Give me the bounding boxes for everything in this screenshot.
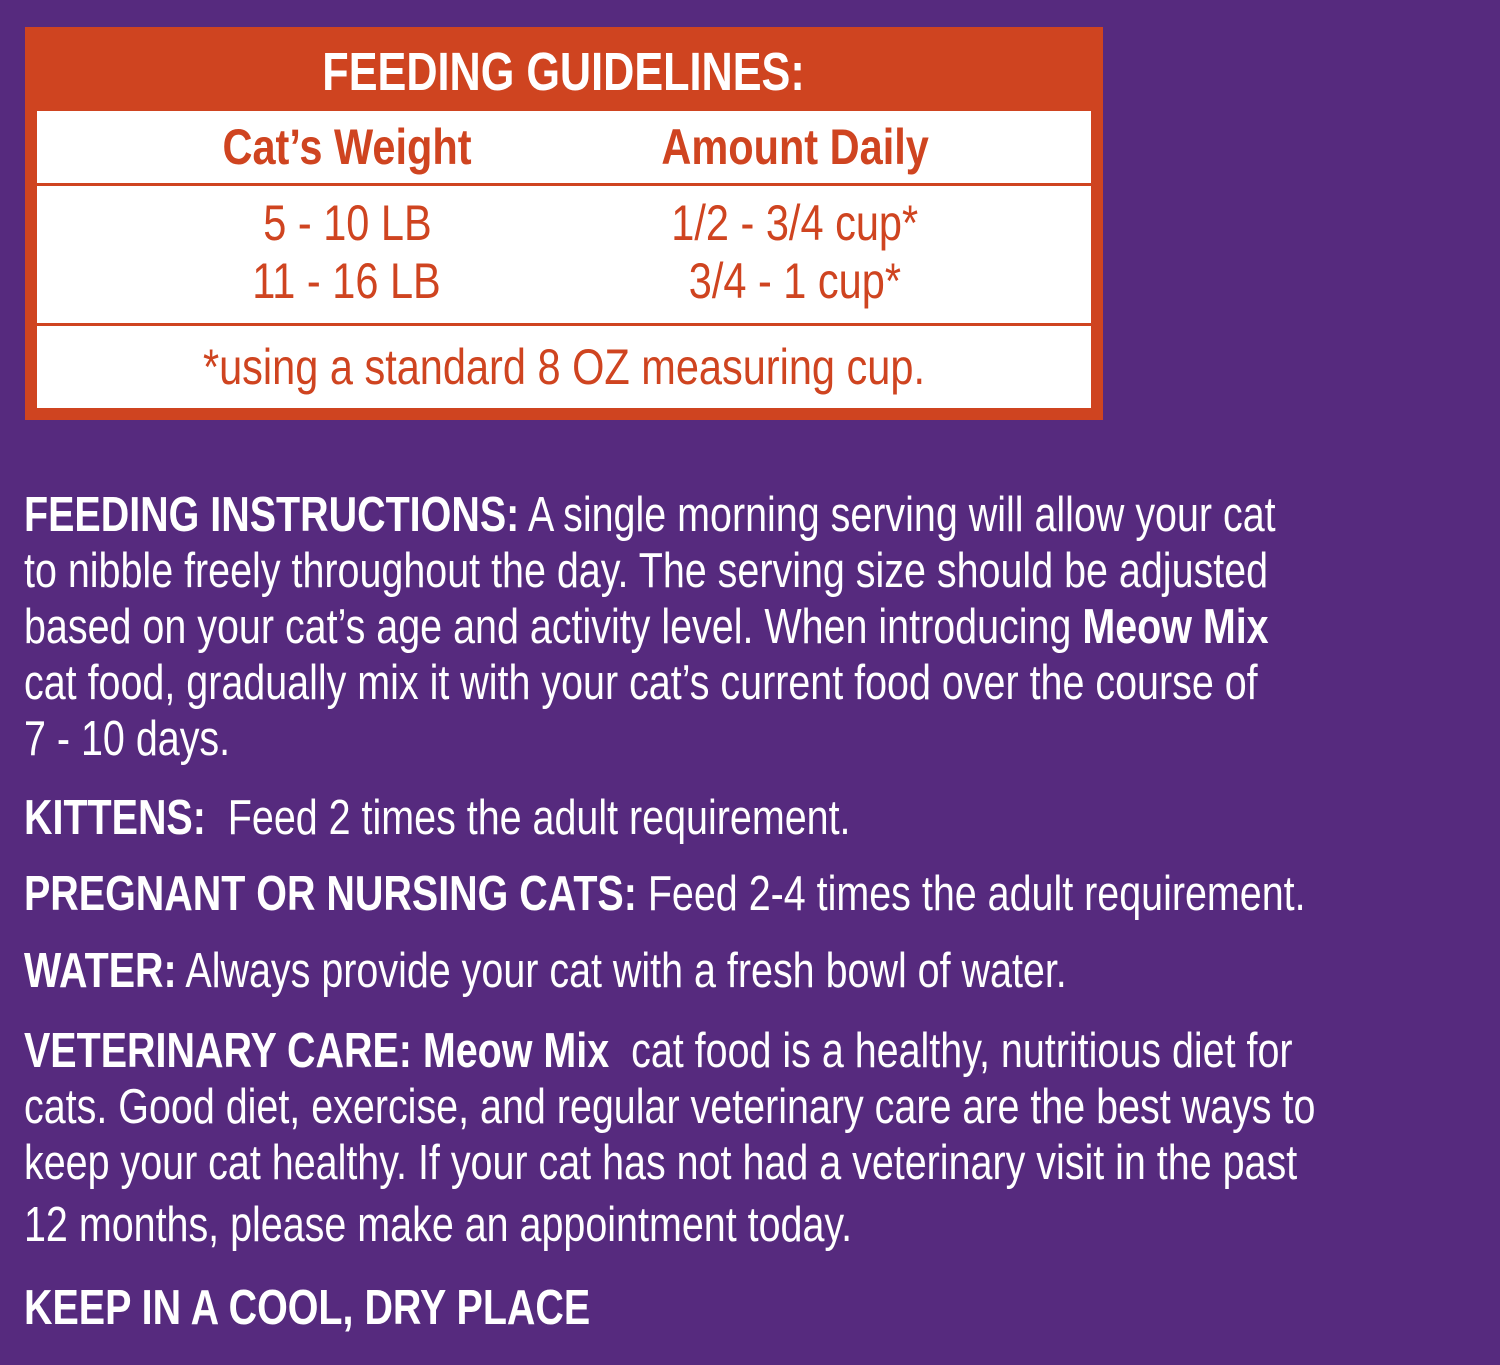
pregnant-line	[24, 866, 1306, 922]
feeding-guidelines-table	[25, 27, 1103, 420]
guidelines-values	[37, 186, 1091, 326]
veterinary-section	[24, 1023, 1476, 1253]
water-section	[24, 943, 1476, 999]
weight-value: 11 - 16 LB	[252, 253, 442, 309]
header-weight-label: Cat’s Weight	[222, 119, 472, 175]
footnote-text: *using a standard 8 OZ measuring cup.	[202, 339, 926, 395]
header-cell-amount	[585, 111, 1005, 183]
pregnant-text: Feed 2-4 times the adult requirement.	[636, 867, 1306, 921]
vet-line-3: keep your cat healthy. If your cat has not had a veterinary visit in the past	[24, 1136, 1298, 1190]
storage-label: KEEP IN A COOL, DRY PLACE	[24, 1281, 591, 1335]
amount-value: 1/2 - 3/4 cup*	[671, 195, 919, 251]
table-row	[585, 194, 1005, 252]
instructions-line-1	[24, 487, 1276, 543]
instructions-line-5: 7 - 10 days.	[24, 712, 231, 766]
water-line	[24, 943, 1193, 999]
guidelines-header-row	[37, 111, 1091, 186]
instructions-line-3	[24, 599, 1269, 655]
table-row	[585, 252, 1005, 310]
table-row	[137, 194, 557, 252]
kittens-text: Feed 2 times the adult requirement.	[205, 791, 851, 845]
pregnant-label: PREGNANT OR NURSING CATS:	[24, 867, 637, 921]
vet-text: cat food is a healthy, nutritious diet for	[609, 1024, 1293, 1078]
vet-line-4: 12 months, please make an appointment today.	[24, 1198, 853, 1252]
weight-value: 5 - 10 LB	[262, 195, 432, 251]
guidelines-panel	[37, 111, 1091, 408]
guidelines-footnote	[37, 326, 1091, 408]
kittens-section	[24, 790, 1476, 846]
guidelines-footnote-row	[37, 326, 1091, 408]
header-amount-label: Amount Daily	[661, 119, 929, 175]
kittens-label: KITTENS:	[24, 791, 206, 845]
amount-value: 3/4 - 1 cup*	[688, 253, 902, 309]
instructions-label: FEEDING INSTRUCTIONS:	[24, 488, 520, 542]
vet-line-2: cats. Good diet, exercise, and regular veterinary care are the best ways to	[24, 1080, 1316, 1134]
instructions-line-4: cat food, gradually mix it with your cat’s current food over the course of	[24, 656, 1258, 710]
water-text: Always provide your cat with a fresh bowl of water.	[176, 944, 1067, 998]
instructions-text: A single morning serving will allow your cat	[519, 488, 1276, 542]
kittens-line	[24, 790, 1193, 846]
vet-line-1	[24, 1023, 1293, 1079]
vet-label: VETERINARY CARE: Meow Mix	[24, 1024, 610, 1078]
brand-name: Meow Mix	[1082, 600, 1269, 654]
storage-line	[24, 1280, 1193, 1336]
header-cell-weight	[137, 111, 557, 183]
water-label: WATER:	[24, 944, 177, 998]
feeding-instructions	[24, 487, 1476, 767]
pregnant-section	[24, 866, 1476, 922]
guidelines-title-bar	[25, 33, 1103, 111]
guidelines-title: FEEDING GUIDELINES:	[322, 42, 806, 102]
storage-section	[24, 1280, 1476, 1336]
instructions-text: based on your cat’s age and activity level. When introducing	[24, 600, 1083, 654]
table-row	[137, 252, 557, 310]
instructions-line-2: to nibble freely throughout the day. The serving size should be adjusted	[24, 544, 1269, 598]
